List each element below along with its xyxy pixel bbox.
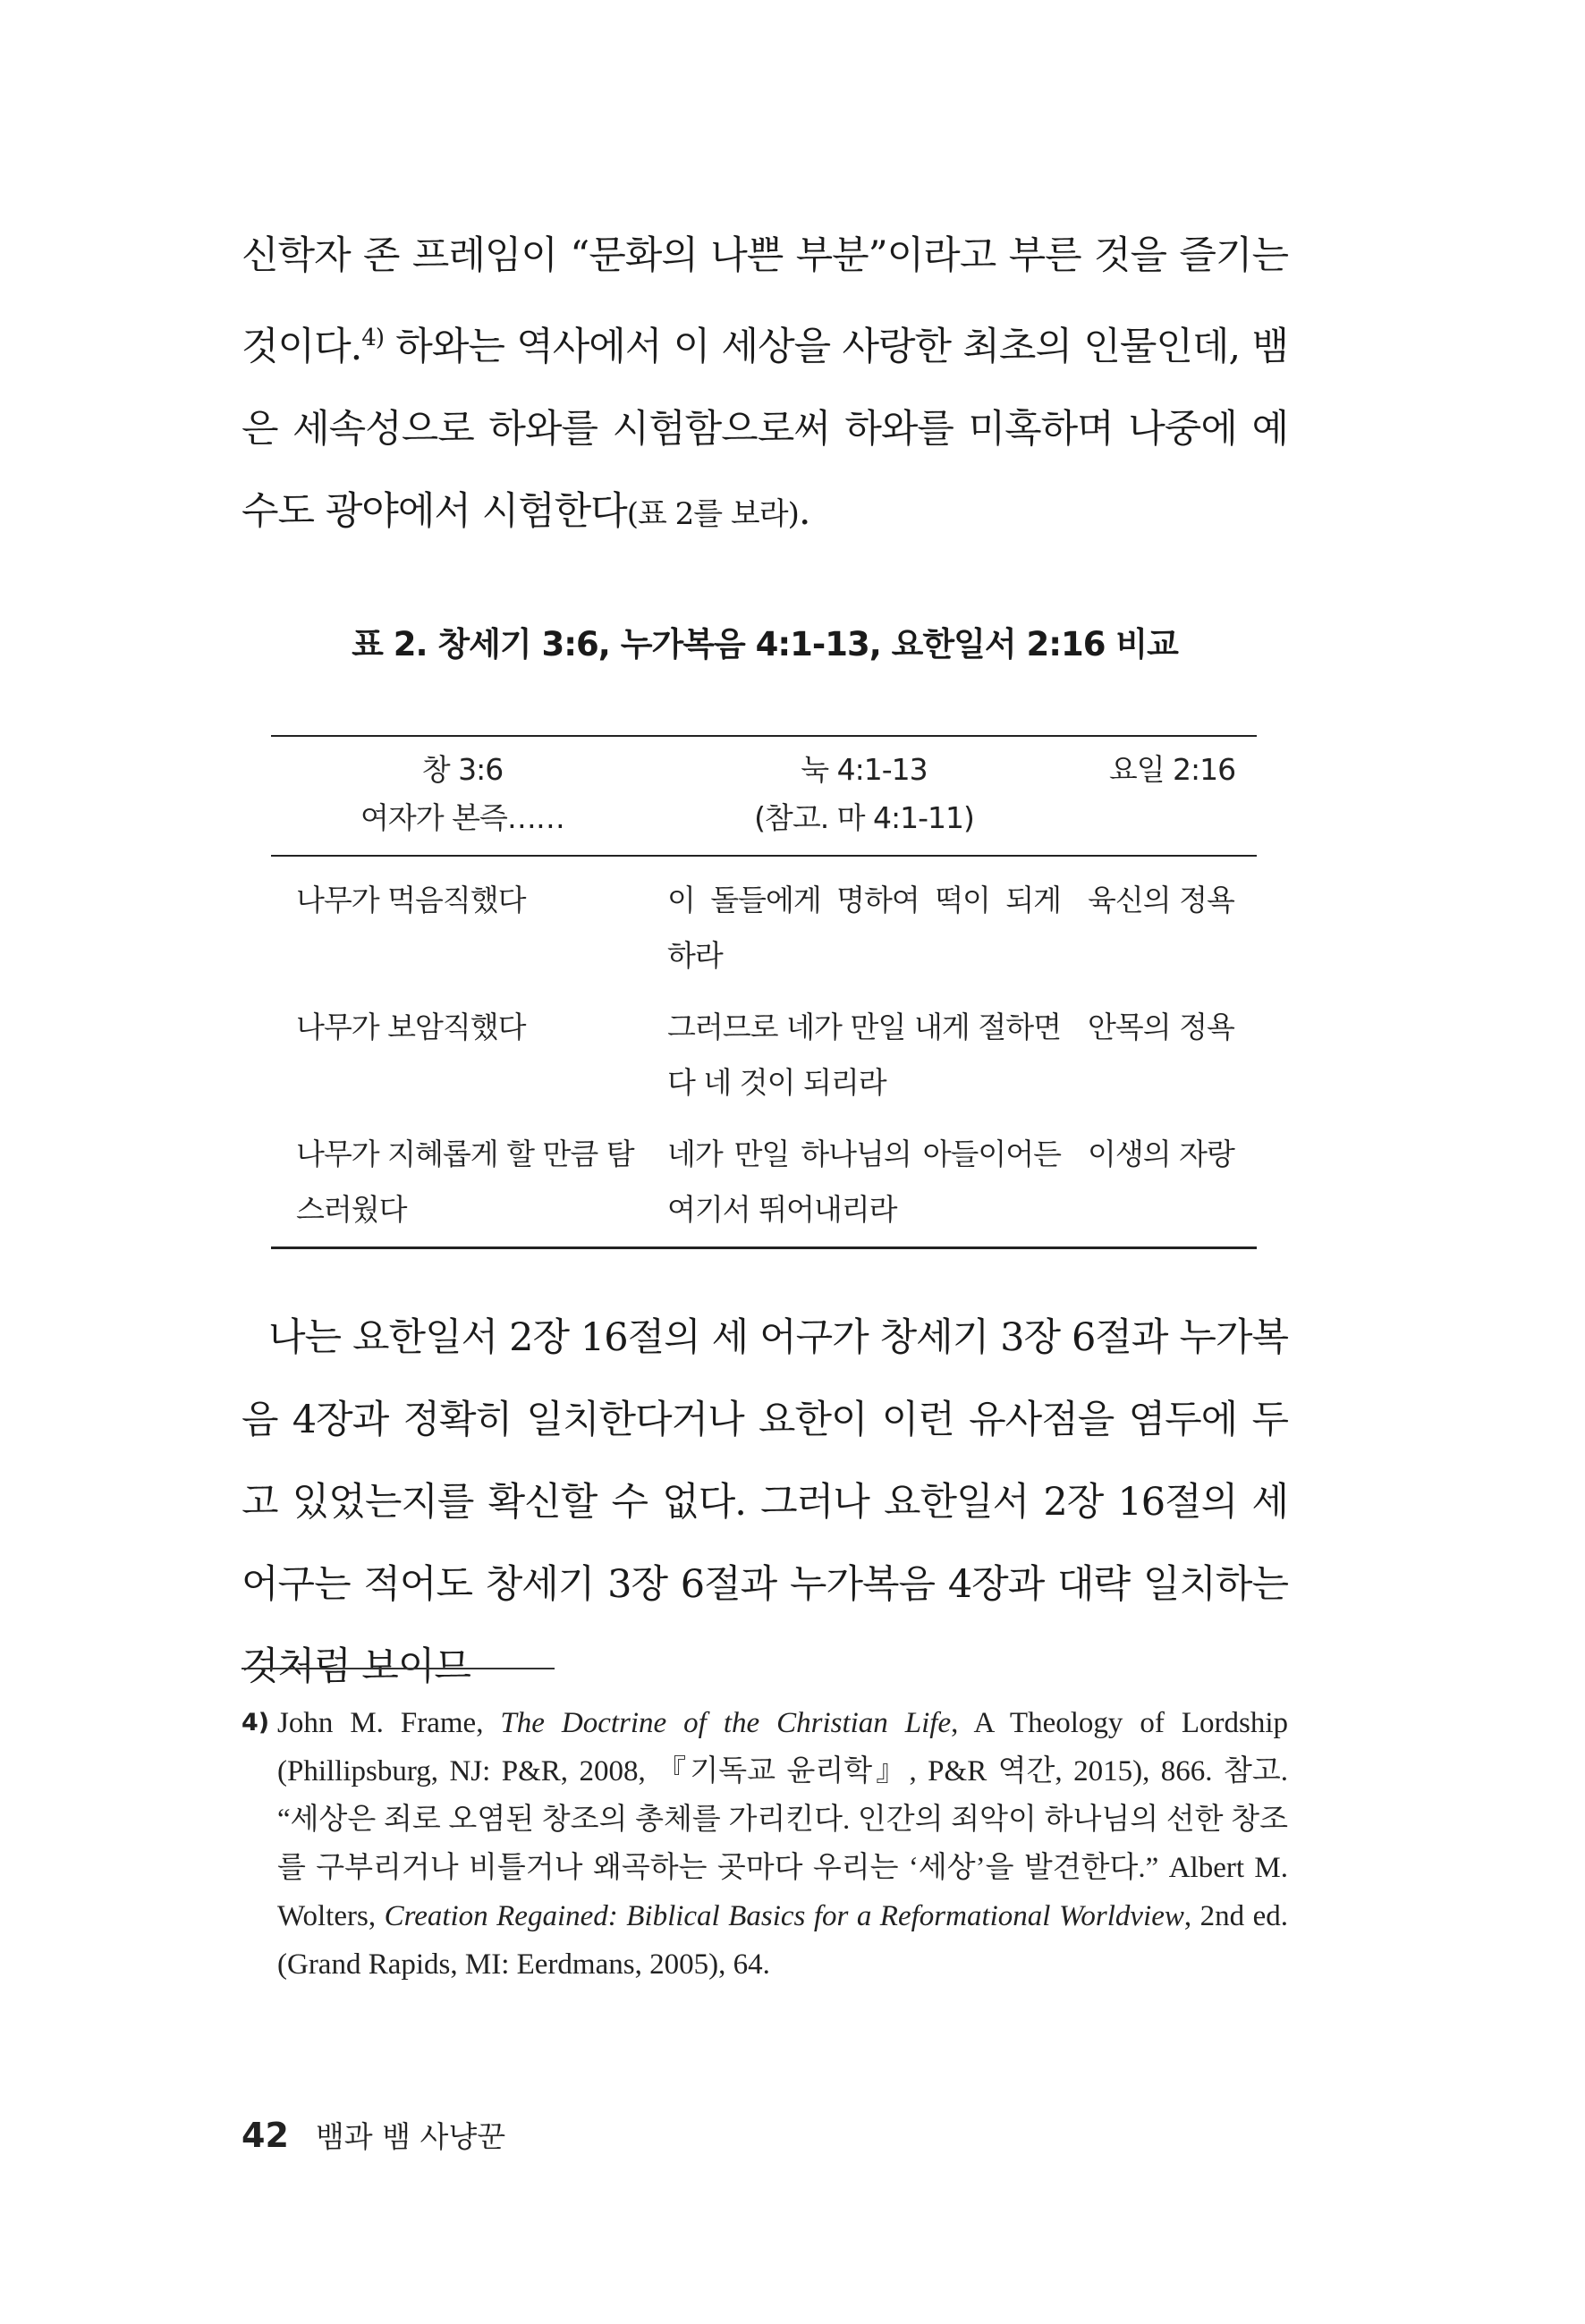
table-cell: 이 돌들에게 명하여 떡이 되게 하라 <box>667 883 1061 973</box>
page-footer <box>242 2114 505 2156</box>
book-title-italic: The Doctrine of the Christian Life <box>500 1707 952 1739</box>
footnote <box>242 1699 1288 1989</box>
comparison-table <box>271 735 1257 1249</box>
header-genesis: 창 3:6 여자가 본즉…… <box>360 752 564 835</box>
running-title: 뱀과 뱀 사냥꾼 <box>315 2119 506 2154</box>
book-title-italic: Creation Regained: Biblical Basics for a Reformational Worldview <box>384 1900 1184 1932</box>
footnote-divider <box>242 1668 555 1669</box>
table-cell: 그러므로 네가 만일 내게 절하면 다 네 것이 되리라 <box>667 1010 1061 1100</box>
header-1john: 요일 2:16 <box>1108 752 1236 787</box>
table-reference: (표 2를 보라) <box>626 496 799 532</box>
table-cell: 나무가 보암직했다 <box>296 1010 526 1044</box>
table-row <box>271 993 1257 1120</box>
paragraph-text: . <box>798 489 810 534</box>
header-luke: 눅 4:1-13 (참고. 마 4:1-11) <box>754 752 974 835</box>
table-caption: 표 2. 창세기 3:6, 누가복음 4:1-13, 요한일서 2:16 비교 <box>352 625 1178 663</box>
table-cell: 나무가 먹음직했다 <box>296 883 526 917</box>
footnote-reference: 4) <box>361 325 384 351</box>
footnote-number: 4) <box>242 1709 270 1737</box>
paragraph-text: 신학자 존 프레임이 “문화의 나쁜 부분”이라고 부른 것을 즐기는 것이다. <box>242 233 1288 369</box>
table-cell: 육신의 정욕 <box>1088 883 1234 917</box>
table-cell: 네가 만일 하나님의 아들이어든 여기서 뛰어내리라 <box>667 1137 1061 1227</box>
table-cell: 나무가 지혜롭게 할 만큼 탐스러웠다 <box>296 1137 634 1227</box>
table-cell: 안목의 정욕 <box>1088 1010 1234 1044</box>
body-paragraph-2: 나는 요한일서 2장 16절의 세 어구가 창세기 3장 6절과 누가복음 4장과 정확히 일치한다거나 요한이 이런 유사점을 염두에 두고 있었는지를 확신할 수 없다. 그러나 요한일서 2장 16절의 세 어구는 적어도 창세기 3장 6절과 누가복음 4장과 대략 일치하는 것처럼 보이므 <box>242 1315 1288 1689</box>
table-row <box>271 1120 1257 1248</box>
table-row <box>271 856 1257 993</box>
paragraph-text: 하와는 역사에서 이 세상을 사랑한 최초의 인물인데, 뱀은 세속성으로 하와를 시험함으로써 하와를 미혹하며 나중에 예수도 광야에서 시험한다 <box>242 325 1288 534</box>
body-paragraph-1 <box>242 215 1288 555</box>
table-header-row <box>271 736 1257 856</box>
table-cell: 이생의 자랑 <box>1088 1137 1234 1171</box>
footnote-text: John M. Frame, The Doctrine of the Christian Life, A Theology of Lordship (Phillipsburg, NJ: P&R, 2008, 『기독교 윤리학』, P&R 역간, 2015), 866. 참고. “세상은 죄로 오염된 창조의 총체를 가리킨다. 인간의 죄악이 하나님의 선한 창조를 구부리거나 비틀거나 왜곡하는 곳마다 우리는 ‘세상’을 발견한다.” Albert M. Wolters, Creation Regained: Biblical Basics for a Reformational Worldview, 2nd ed. (Grand Rapids, MI: Eerdmans, 2005), 64. <box>277 1707 1288 1981</box>
page-number: 42 <box>242 2116 289 2155</box>
